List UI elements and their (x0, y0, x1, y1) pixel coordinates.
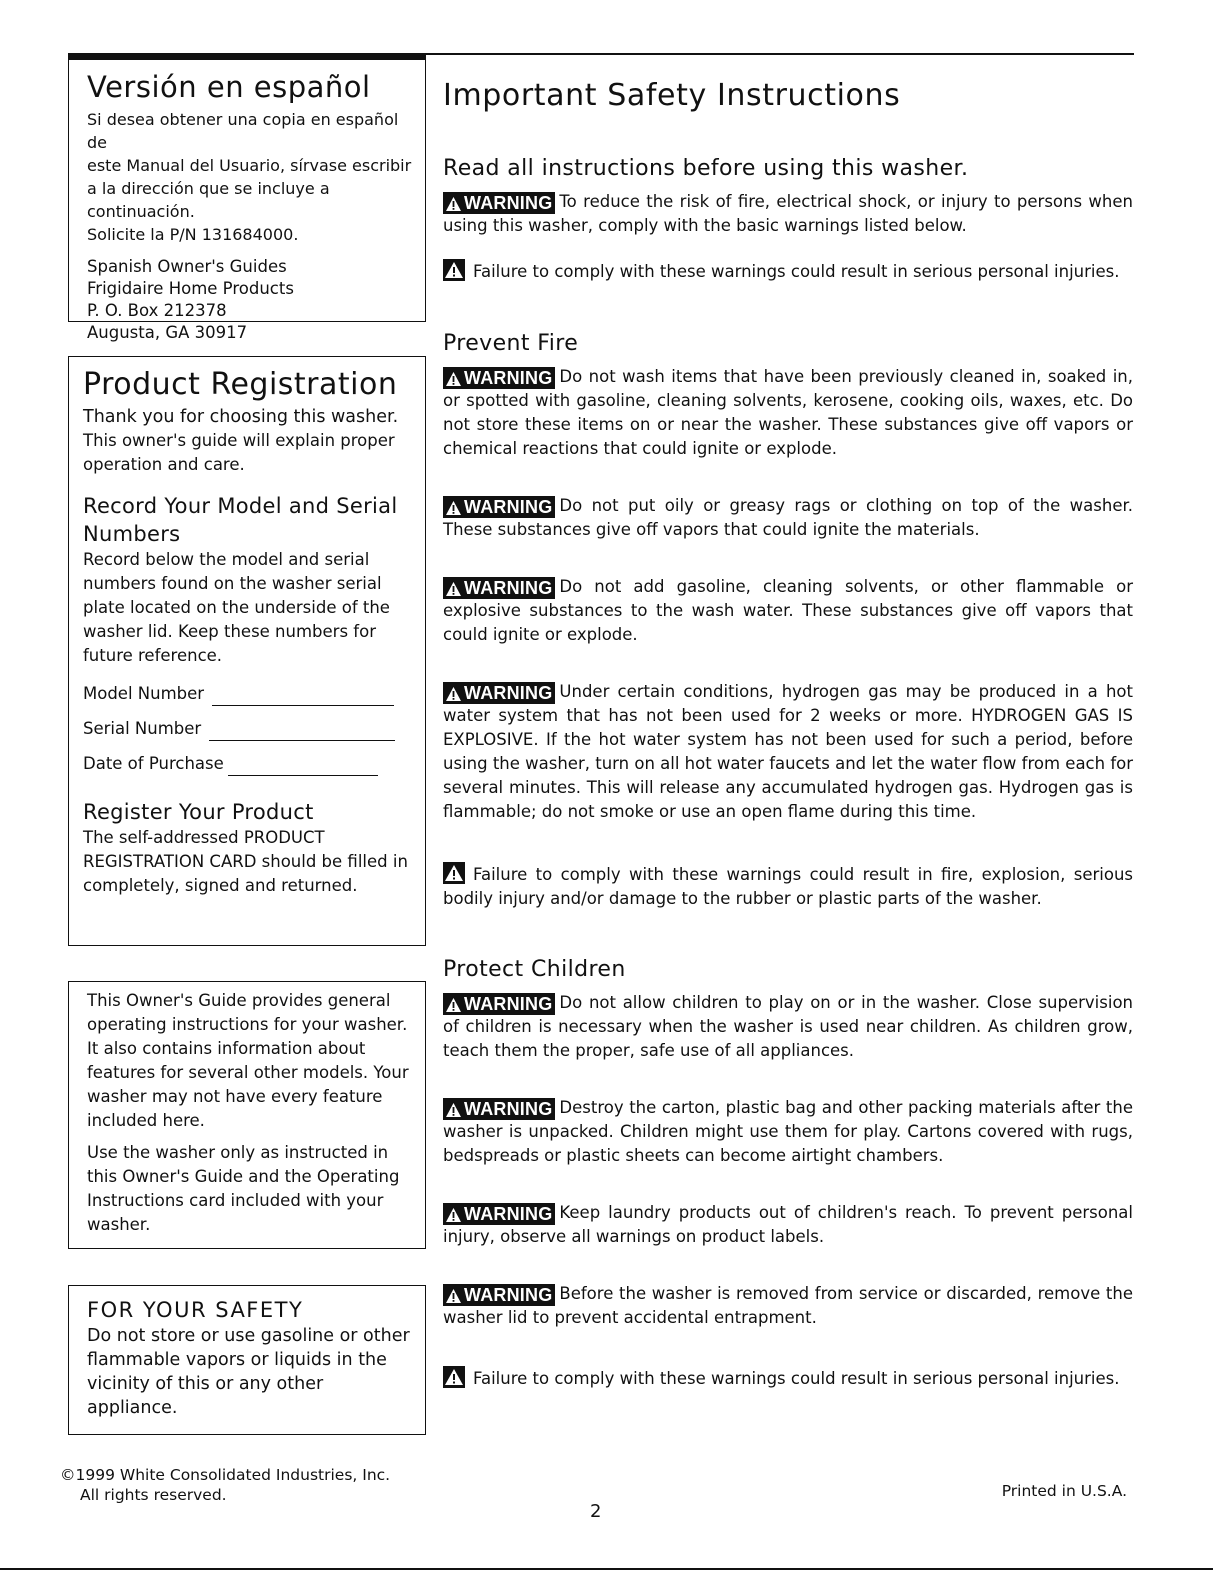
warning-triangle-icon (445, 686, 462, 702)
warning-label: WARNING (464, 368, 553, 388)
bottom-rule (0, 1568, 1213, 1570)
child-warning-1 (443, 991, 1133, 1063)
registration-lead-emphasis: Thank you for choosing this washer. (83, 407, 399, 427)
warning-badge (443, 496, 555, 518)
warning-text: To reduce the risk of fire, electrical shock, or injury to persons when using this washer, comply with the basic warnings listed below. (443, 192, 1133, 235)
warning-text: Do not allow children to play on or in the washer. Close supervision of children is necessary when the washer is used near children. As children grow, teach them the proper, safe use of all appliances. (443, 993, 1133, 1060)
warning-badge (443, 1284, 555, 1306)
field-blank-line (228, 759, 378, 776)
warning-triangle-icon (445, 581, 462, 597)
warning-badge (443, 1203, 555, 1225)
spanish-line: este Manual del Usuario, sírvase escribir (87, 156, 412, 175)
operating-instructions-emphasis: Operating Instructions (87, 1167, 400, 1210)
safety-box-heading: FOR YOUR SAFETY (87, 1298, 304, 1322)
warning-badge (443, 367, 555, 389)
field-label: Serial Number (83, 719, 202, 738)
register-product-heading: Register Your Product (83, 800, 314, 824)
record-fields (83, 682, 419, 776)
record-numbers-heading: Record Your Model and Serial Numbers (83, 494, 398, 546)
child-warning-2 (443, 1096, 1133, 1168)
warning-triangle-icon (445, 196, 462, 212)
address-line: Augusta, GA 30917 (87, 323, 248, 342)
spanish-line: Solicite la P/N 131684000. (87, 225, 299, 244)
warning-label: WARNING (464, 497, 553, 517)
warning-label: WARNING (464, 578, 553, 598)
register-text-post: should be filled in completely, signed and returned. (83, 852, 408, 895)
guide-text-pre: Use the washer only as instructed in this Owner's Guide and the (87, 1143, 389, 1186)
address-line: Frigidaire Home Products (87, 279, 294, 298)
warning-label: WARNING (464, 1099, 553, 1119)
prevent-fire-heading: Prevent Fire (443, 331, 579, 356)
safety-box-text: Do not store or use gasoline or other flammable vapors or liquids in the vicinity of this or any other appliance. (87, 1326, 410, 1418)
failure-text: Failure to comply with these warnings could result in serious personal injuries. (473, 262, 1120, 281)
warning-text: Do not wash items that have been previously cleaned in, soaked in, or spotted with gasoline, cleaning solvents, kerosene, cooking oils, waxes, etc. Do not store these items on or near the washer. These substances give off vapors or chemical reactions that could ignite or explode. (443, 367, 1133, 458)
guide-text-post: card included with your washer. (87, 1191, 384, 1234)
rights-line: All rights reserved. (80, 1486, 227, 1504)
failure-text: Failure to comply with these warnings could result in serious personal injuries. (473, 1369, 1120, 1388)
guide-paragraph: This Owner's Guide provides general operating instructions for your washer. It also contains information about features for several other models. Your washer may not have every feature included here. (87, 991, 409, 1130)
record-numbers-text: Record below the model and serial numbers found on the washer serial plate located on the underside of the washer lid. Keep these numbers for future reference. (83, 550, 390, 665)
register-product-text (83, 826, 419, 898)
warning-text: Keep laundry products out of children's reach. To prevent personal injury, observe all warnings on product labels. (443, 1203, 1133, 1246)
child-failure-note (443, 1366, 1133, 1391)
spanish-address (87, 256, 417, 344)
warning-triangle-icon (443, 259, 465, 281)
warning-badge (443, 192, 555, 214)
page-title: Important Safety Instructions (443, 78, 901, 113)
registration-lead-text: This owner's guide will explain proper operation and care. (83, 431, 395, 474)
registration-card-emphasis: PRODUCT REGISTRATION CARD (83, 828, 325, 871)
failure-text: Failure to comply with these warnings could result in fire, explosion, serious bodily injury and/or damage to the rubber or plastic parts of the washer. (443, 865, 1133, 908)
warning-triangle-icon (445, 1207, 462, 1223)
warning-badge (443, 993, 555, 1015)
product-registration-box (68, 356, 426, 946)
hydrogen-explosive-emphasis: HYDROGEN GAS IS EXPLOSIVE. (443, 706, 1133, 749)
child-warning-3 (443, 1201, 1133, 1249)
warning-label: WARNING (464, 1285, 553, 1305)
warning-text: Do not put oily or greasy rags or clothing on top of the washer. These substances give off vapors that could ignite the materials. (443, 496, 1133, 539)
serial-number-field (83, 717, 419, 741)
warning-label: WARNING (464, 193, 553, 213)
spanish-version-box (68, 60, 426, 342)
field-blank-line (212, 689, 394, 706)
warning-triangle-icon (443, 1366, 465, 1388)
fire-warning-3 (443, 575, 1133, 647)
field-blank-line (209, 724, 395, 741)
address-line: P. O. Box 212378 (87, 301, 227, 320)
spanish-line: Si desea obtener una copia en español de (87, 110, 399, 152)
model-number-field (83, 682, 419, 706)
guide-paragraph (87, 1141, 419, 1237)
warning-label: WARNING (464, 1204, 553, 1224)
warning-label: WARNING (464, 683, 553, 703)
field-label: Model Number (83, 684, 205, 703)
printed-in-usa: Printed in U.S.A. (1001, 1482, 1127, 1500)
warning-label: WARNING (464, 994, 553, 1014)
warning-text: Under certain conditions, hydrogen gas may be produced in a hot water system that has not been used for 2 weeks or more. (443, 682, 1133, 725)
registration-heading: Product Registration (83, 367, 398, 402)
copyright-line: ©1999 White Consolidated Industries, Inc. (60, 1466, 391, 1484)
intro-warning (443, 190, 1133, 238)
warning-triangle-icon (445, 997, 462, 1013)
top-rule (426, 53, 1134, 55)
fire-failure-note (443, 862, 1133, 911)
copyright-notice (60, 1465, 390, 1505)
intro-failure-note (443, 259, 1133, 284)
protect-children-heading: Protect Children (443, 957, 626, 982)
for-your-safety-box (68, 1285, 426, 1435)
fire-warning-4 (443, 680, 1133, 824)
address-line: Spanish Owner's Guides (87, 257, 287, 276)
warning-badge (443, 1098, 555, 1120)
spanish-line: a la dirección que se incluye a continuación. (87, 179, 330, 221)
warning-text: Destroy the carton, plastic bag and other packing materials after the washer is unpacked. Children might use them for play. Cartons covered with rugs, bedspreads or plastic sheets can become airtight chambers. (443, 1098, 1133, 1165)
warning-triangle-icon (445, 1102, 462, 1118)
date-of-purchase-field (83, 752, 419, 776)
child-warning-4 (443, 1282, 1133, 1330)
page-number: 2 (590, 1501, 602, 1522)
fire-warning-2 (443, 494, 1133, 542)
warning-text-continued: If the hot water system has not been used for such a period, before using the washer, turn on all hot water faucets and let the water flow from each for several minutes. This will release any accumulated hydrogen gas. Hydrogen gas is flammable; do not smoke or use an open flame during this time. (443, 730, 1134, 821)
registration-lead (83, 405, 419, 477)
warning-badge (443, 682, 555, 704)
field-label: Date of Purchase (83, 754, 224, 773)
owners-guide-box (68, 981, 426, 1249)
spanish-heading: Versión en español (87, 70, 371, 104)
warning-text: Before the washer is removed from service or discarded, remove the washer lid to prevent accidental entrapment. (443, 1284, 1133, 1327)
warning-triangle-icon (445, 371, 462, 387)
warning-badge (443, 577, 555, 599)
warning-triangle-icon (445, 500, 462, 516)
warning-text: Do not add gasoline, cleaning solvents, or other flammable or explosive substances to the wash water. These substances give off vapors that could ignite or explode. (443, 577, 1133, 644)
fire-warning-1 (443, 365, 1133, 461)
read-instructions-heading: Read all instructions before using this washer. (443, 156, 969, 181)
warning-triangle-icon (445, 1288, 462, 1304)
warning-triangle-icon (443, 862, 465, 884)
register-text-pre: The self-addressed (83, 828, 244, 847)
